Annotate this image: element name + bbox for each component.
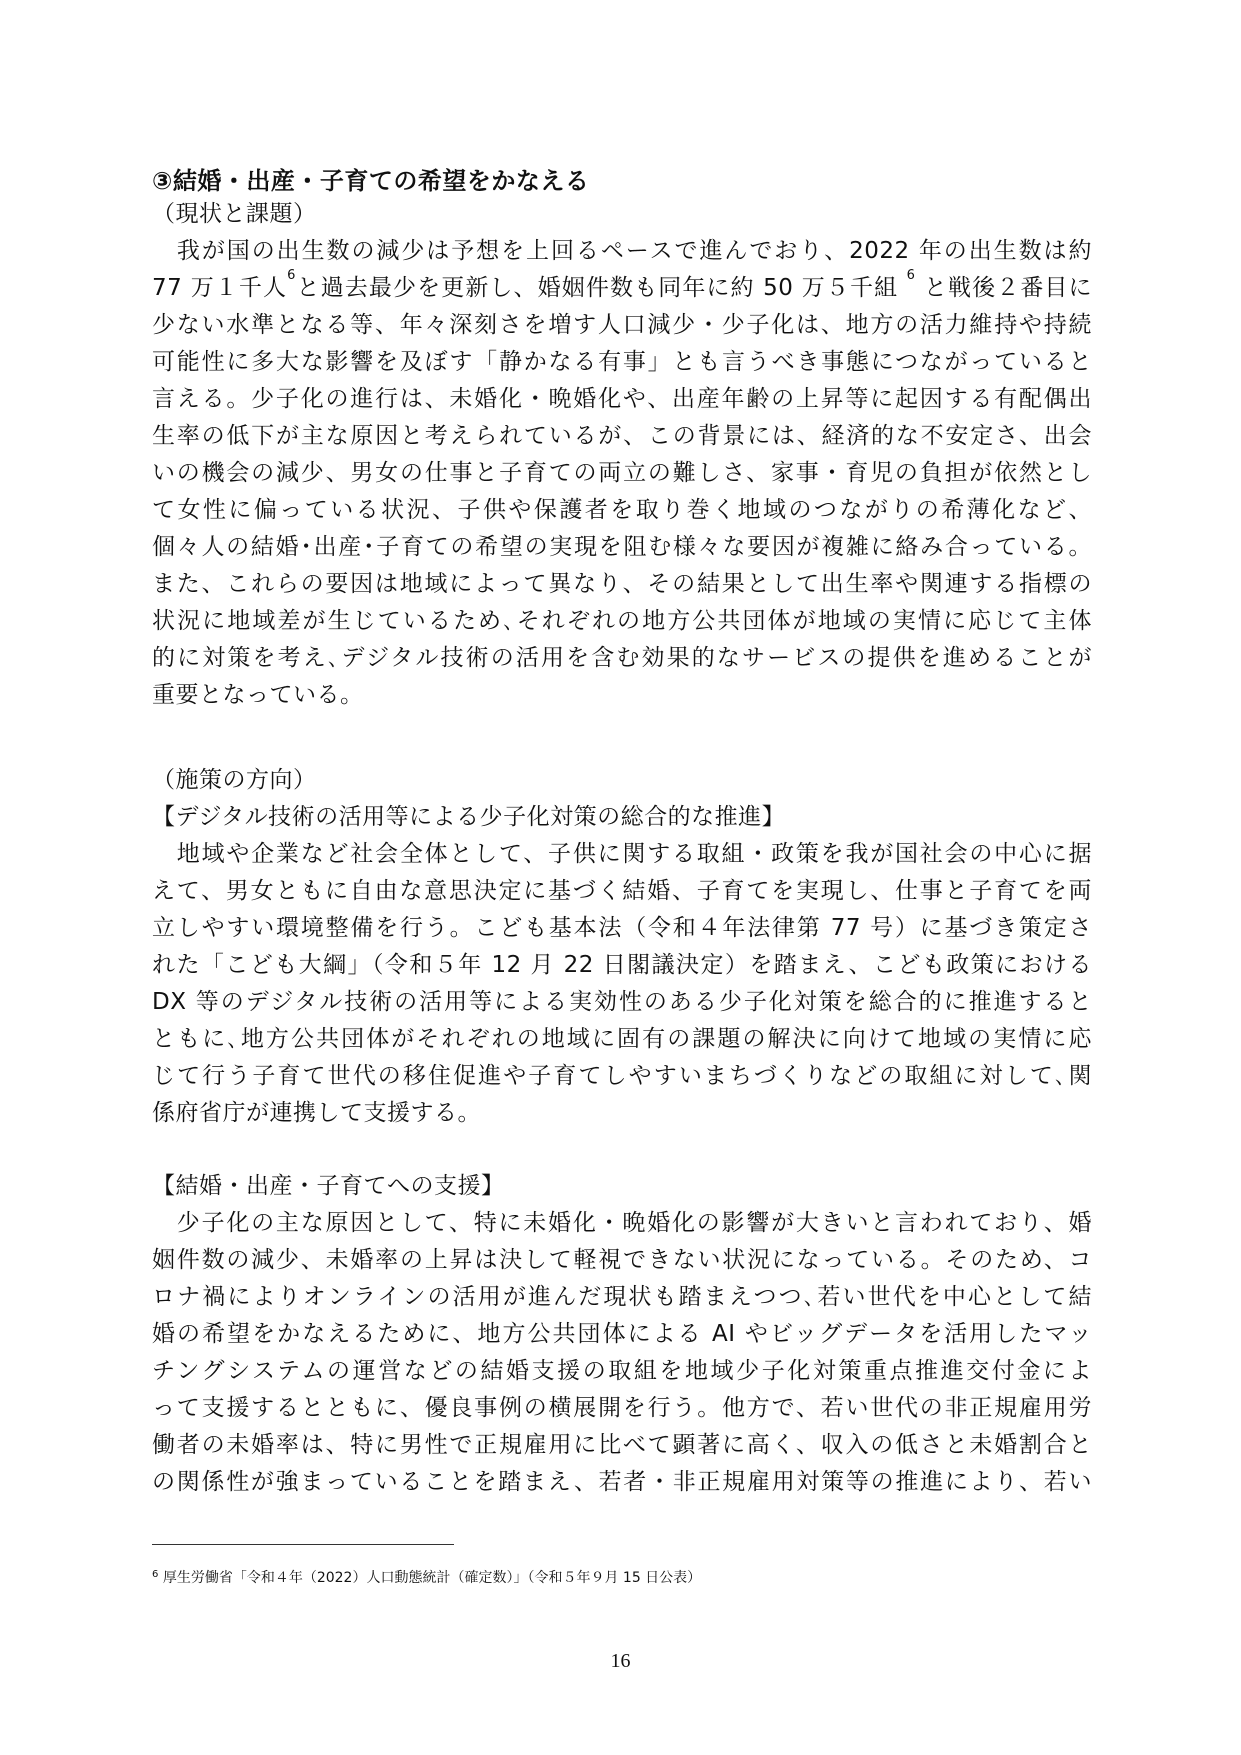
- paragraph-line: 係府省庁が連携して支援する。: [152, 1100, 481, 1126]
- paragraph-line-with-footnotes: [152, 270, 1092, 307]
- paragraph-line: って支援するとともに、優良事例の横展開を行う。他方で、若い世代の非正規雇用労: [152, 1395, 1092, 1421]
- paragraph-line: 言える。少子化の進行は、未婚化・晩婚化や、出産年齢の上昇等に起因する有配偶出: [152, 386, 1092, 412]
- paragraph-line: 状況に地域差が生じているため､それぞれの地方公共団体が地域の実情に応じて主体: [152, 608, 1092, 634]
- paragraph-line: ともに､地方公共団体がそれぞれの地域に固有の課題の解決に向けて地域の実情に応: [152, 1026, 1092, 1052]
- paragraph-line: て女性に偏っている状況、子供や保護者を取り巻く地域のつながりの希薄化など、: [152, 497, 1092, 523]
- text-fragment: 77 万１千人: [152, 275, 288, 301]
- paragraph-line: いの機会の減少、男女の仕事と子育ての両立の難しさ、家事・育児の負担が依然とし: [152, 460, 1092, 486]
- section-heading: ③結婚・出産・子育ての希望をかなえる: [152, 167, 590, 195]
- paragraph-line: 婚の希望をかなえるために、地方公共団体による AI やビッグデータを活用したマッ: [152, 1321, 1092, 1347]
- paragraph-line: 地域や企業など社会全体として、子供に関する取組・政策を我が国社会の中心に据: [152, 841, 1092, 867]
- paragraph-line: じて行う子育て世代の移住促進や子育てしやすいまちづくりなどの取組に対して､関: [152, 1063, 1092, 1089]
- paragraph-line: 働者の未婚率は、特に男性で正規雇用に比べて顕著に高く、収入の低さと未婚割合と: [152, 1432, 1092, 1458]
- paragraph-line: 可能性に多大な影響を及ぼす「静かなる有事」とも言うべき事態につながっていると: [152, 349, 1092, 375]
- paragraph-line: 少子化の主な原因として、特に未婚化・晩婚化の影響が大きいと言われており、婚: [152, 1210, 1092, 1236]
- paragraph-line: チングシステムの運営などの結婚支援の取組を地域少子化対策重点推進交付金によ: [152, 1358, 1092, 1384]
- text-fragment: と戦後２番目に: [923, 275, 1093, 301]
- paragraph-line: 重要となっている。: [152, 682, 364, 708]
- paragraph-line: 我が国の出生数の減少は予想を上回るペースで進んでおり、2022 年の出生数は約: [152, 238, 1092, 264]
- paragraph-line: 姻件数の減少、未婚率の上昇は決して軽視できない状況になっている。そのため、コ: [152, 1247, 1092, 1273]
- subsection-heading: 【結婚・出産・子育てへの支援】: [152, 1173, 505, 1199]
- footnote-reference: 6: [906, 268, 916, 283]
- section-policy-direction: [152, 762, 1092, 1132]
- footnote-number: 6: [152, 1569, 159, 1580]
- section-label: （施策の方向）: [152, 767, 317, 793]
- section-label: （現状と課題）: [152, 201, 317, 227]
- page-number: 16: [610, 1650, 631, 1672]
- footnote-divider: [152, 1544, 454, 1545]
- paragraph-line: 少ない水準となる等、年々深刻さを増す人口減少・少子化は、地方の活力維持や持続: [152, 312, 1092, 338]
- paragraph-line: れた「こども大綱」（令和５年 12 月 22 日閣議決定）を踏まえ、こども政策における: [152, 952, 1092, 978]
- footnote-reference: 6: [287, 268, 296, 283]
- paragraph-line: 個々人の結婚･出産･子育ての希望の実現を阻む様々な要因が複雑に絡み合っている。: [152, 534, 1092, 560]
- section-current-situation: [152, 196, 1092, 714]
- text-fragment: と過去最少を更新し、婚姻件数も同年に約 50 万５千組: [295, 275, 899, 301]
- footnote: [152, 1567, 701, 1587]
- paragraph-line: えて、男女ともに自由な意思決定に基づく結婚、子育てを実現し、仕事と子育てを両: [152, 878, 1092, 904]
- section-heading-block: [152, 163, 1092, 200]
- paragraph-line: また、これらの要因は地域によって異なり、その結果として出生率や関連する指標の: [152, 571, 1092, 597]
- section-marriage-support: [152, 1168, 1092, 1501]
- paragraph-line: 生率の低下が主な原因と考えられているが、この背景には、経済的な不安定さ、出会: [152, 423, 1092, 449]
- paragraph-line: ロナ禍によりオンラインの活用が進んだ現状も踏まえつつ､若い世代を中心として結: [152, 1284, 1092, 1310]
- paragraph-line: 的に対策を考え､デジタル技術の活用を含む効果的なサービスの提供を進めることが: [152, 645, 1092, 671]
- paragraph-line: の関係性が強まっていることを踏まえ、若者・非正規雇用対策等の推進により、若い: [152, 1469, 1092, 1495]
- paragraph-line: 立しやすい環境整備を行う。こども基本法（令和４年法律第 77 号）に基づき策定さ: [152, 915, 1092, 941]
- paragraph-line: DX 等のデジタル技術の活用等による実効性のある少子化対策を総合的に推進すると: [152, 989, 1092, 1015]
- subsection-heading: 【デジタル技術の活用等による少子化対策の総合的な推進】: [152, 804, 786, 830]
- footnote-text: 厚生労働省「令和４年（2022）人口動態統計（確定数）」（令和５年９月 15 日公表）: [162, 1570, 702, 1586]
